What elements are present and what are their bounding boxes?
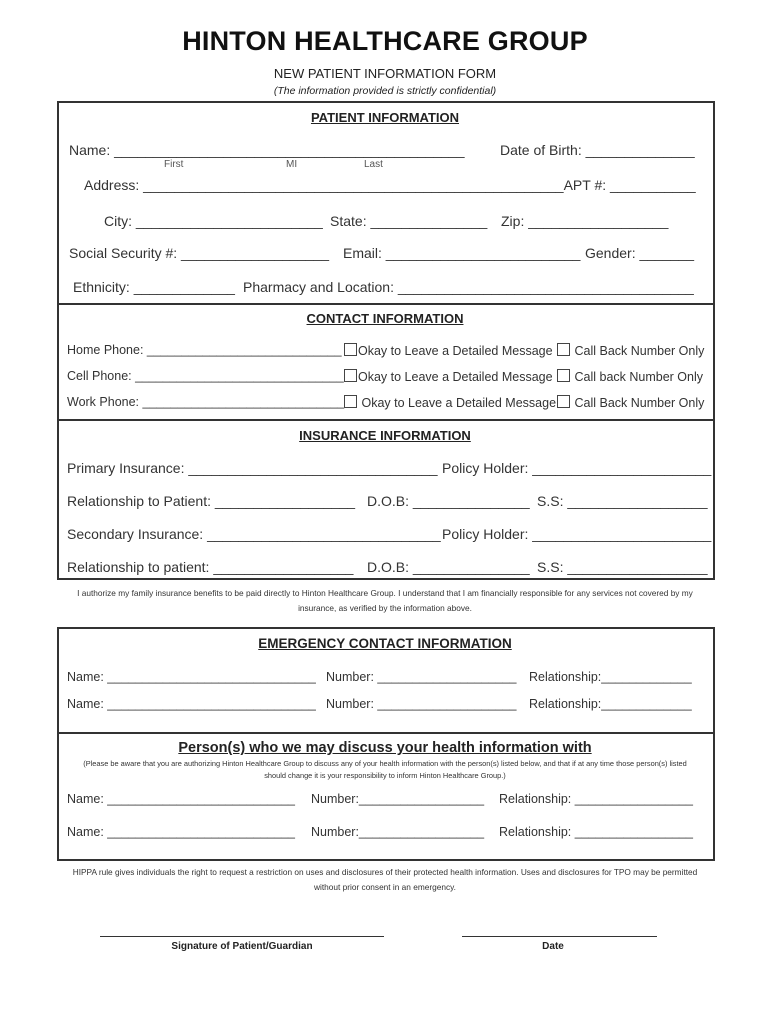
work-callback-option[interactable]: Call Back Number Only <box>557 395 704 410</box>
checkbox-icon[interactable] <box>557 395 570 408</box>
cell-okay-option[interactable]: Okay to Leave a Detailed Message <box>344 369 553 384</box>
divider <box>57 732 715 734</box>
address-field[interactable]: Address: ______________________________________________________APT #: ___________ <box>84 177 696 193</box>
city-field[interactable]: City: ________________________ <box>104 213 323 229</box>
pharmacy-field[interactable]: Pharmacy and Location: ______________________________________ <box>243 279 694 295</box>
hippa-notice: HIPPA rule gives individuals the right to request a restriction on uses and disclosures of their protected health information. Uses and disclosures for TPO may be permitted without prior consent in an emergency. <box>72 867 698 892</box>
authorized-person-relationship-field[interactable]: Relationship: _________________ <box>499 825 693 839</box>
divider <box>57 419 715 421</box>
contact-information-heading: CONTACT INFORMATION <box>306 311 464 326</box>
authorized-persons-note: (Please be aware that you are authorizing Hinton Healthcare Group to discuss any of your health information with the person(s) listed below, and that if at any time those person(s) listed should change it is your responsibility to inform Hinton Healthcare Group.) <box>83 759 687 780</box>
insurance-information-heading: INSURANCE INFORMATION <box>299 428 471 443</box>
social-security-field[interactable]: Social Security #: ___________________ <box>69 245 329 261</box>
emergency-contact-heading: EMERGENCY CONTACT INFORMATION <box>258 636 512 651</box>
cell-phone-field[interactable]: Cell Phone: ______________________________ <box>67 369 344 383</box>
date-of-birth-field[interactable]: Date of Birth: ______________ <box>500 142 695 158</box>
secondary-dob-field[interactable]: D.O.B: _______________ <box>367 559 530 575</box>
date-label: Date <box>542 941 564 952</box>
authorized-person-name-field[interactable]: Name: ___________________________ <box>67 825 295 839</box>
authorized-persons-heading: Person(s) who we may discuss your health information with <box>178 740 592 756</box>
ethnicity-field[interactable]: Ethnicity: _____________ <box>73 279 235 295</box>
emergency-relationship-field[interactable]: Relationship:_____________ <box>529 670 692 684</box>
primary-relationship-field[interactable]: Relationship to Patient: __________________ <box>67 493 356 509</box>
gender-field[interactable]: Gender: _______ <box>585 245 694 261</box>
secondary-ss-field[interactable]: S.S: __________________ <box>537 559 708 575</box>
checkbox-icon[interactable] <box>557 343 570 356</box>
date-signature-line[interactable] <box>462 936 657 937</box>
insurance-authorization-text: I authorize my family insurance benefits to be paid directly to Hinton Healthcare Group. I understand that I am financially responsible for any services not covered by my insurance, as verified by the information above. <box>77 588 693 613</box>
patient-name-field[interactable]: Name: _____________________________________________ <box>69 142 465 158</box>
primary-dob-field[interactable]: D.O.B: _______________ <box>367 493 530 509</box>
authorized-person-number-field[interactable]: Number:__________________ <box>311 792 485 806</box>
emergency-number-field[interactable]: Number: ____________________ <box>326 697 517 711</box>
secondary-relationship-field[interactable]: Relationship to patient: __________________ <box>67 559 354 575</box>
checkbox-icon[interactable] <box>344 343 357 356</box>
divider <box>57 303 715 305</box>
form-title: HINTON HEALTHCARE GROUP <box>182 26 588 56</box>
form-subtitle: NEW PATIENT INFORMATION FORM <box>273 66 497 81</box>
checkbox-icon[interactable] <box>344 369 357 382</box>
primary-policy-holder-field[interactable]: Policy Holder: _______________________ <box>442 460 712 476</box>
checkbox-icon[interactable] <box>557 369 570 382</box>
email-field[interactable]: Email: _________________________ <box>343 245 581 261</box>
confidential-note: (The information provided is strictly confidential) <box>273 85 497 97</box>
emergency-relationship-field[interactable]: Relationship:_____________ <box>529 697 692 711</box>
work-phone-field[interactable]: Work Phone: _____________________________ <box>67 395 345 409</box>
work-okay-option[interactable]: Okay to Leave a Detailed Message <box>344 395 556 410</box>
authorized-person-name-field[interactable]: Name: ___________________________ <box>67 792 295 806</box>
home-okay-option[interactable]: Okay to Leave a Detailed Message <box>344 343 553 358</box>
patient-signature-line[interactable] <box>100 936 384 937</box>
emergency-number-field[interactable]: Number: ____________________ <box>326 670 517 684</box>
middle-initial-caption: MI <box>286 159 298 170</box>
emergency-name-field[interactable]: Name: ______________________________ <box>67 697 316 711</box>
authorized-person-relationship-field[interactable]: Relationship: _________________ <box>499 792 693 806</box>
secondary-insurance-field[interactable]: Secondary Insurance: ______________________________ <box>67 526 441 542</box>
home-callback-option[interactable]: Call Back Number Only <box>557 343 704 358</box>
last-name-caption: Last <box>364 159 383 170</box>
patient-information-heading: PATIENT INFORMATION <box>310 110 460 125</box>
primary-insurance-field[interactable]: Primary Insurance: ________________________________ <box>67 460 438 476</box>
secondary-policy-holder-field[interactable]: Policy Holder: _______________________ <box>442 526 712 542</box>
first-name-caption: First <box>164 159 184 170</box>
cell-callback-option[interactable]: Call back Number Only <box>557 369 703 384</box>
home-phone-field[interactable]: Home Phone: ____________________________ <box>67 343 342 357</box>
patient-signature-label: Signature of Patient/Guardian <box>171 941 313 952</box>
authorized-person-number-field[interactable]: Number:__________________ <box>311 825 485 839</box>
checkbox-icon[interactable] <box>344 395 357 408</box>
state-field[interactable]: State: _______________ <box>330 213 488 229</box>
primary-ss-field[interactable]: S.S: __________________ <box>537 493 708 509</box>
zip-field[interactable]: Zip: __________________ <box>501 213 669 229</box>
emergency-name-field[interactable]: Name: ______________________________ <box>67 670 316 684</box>
